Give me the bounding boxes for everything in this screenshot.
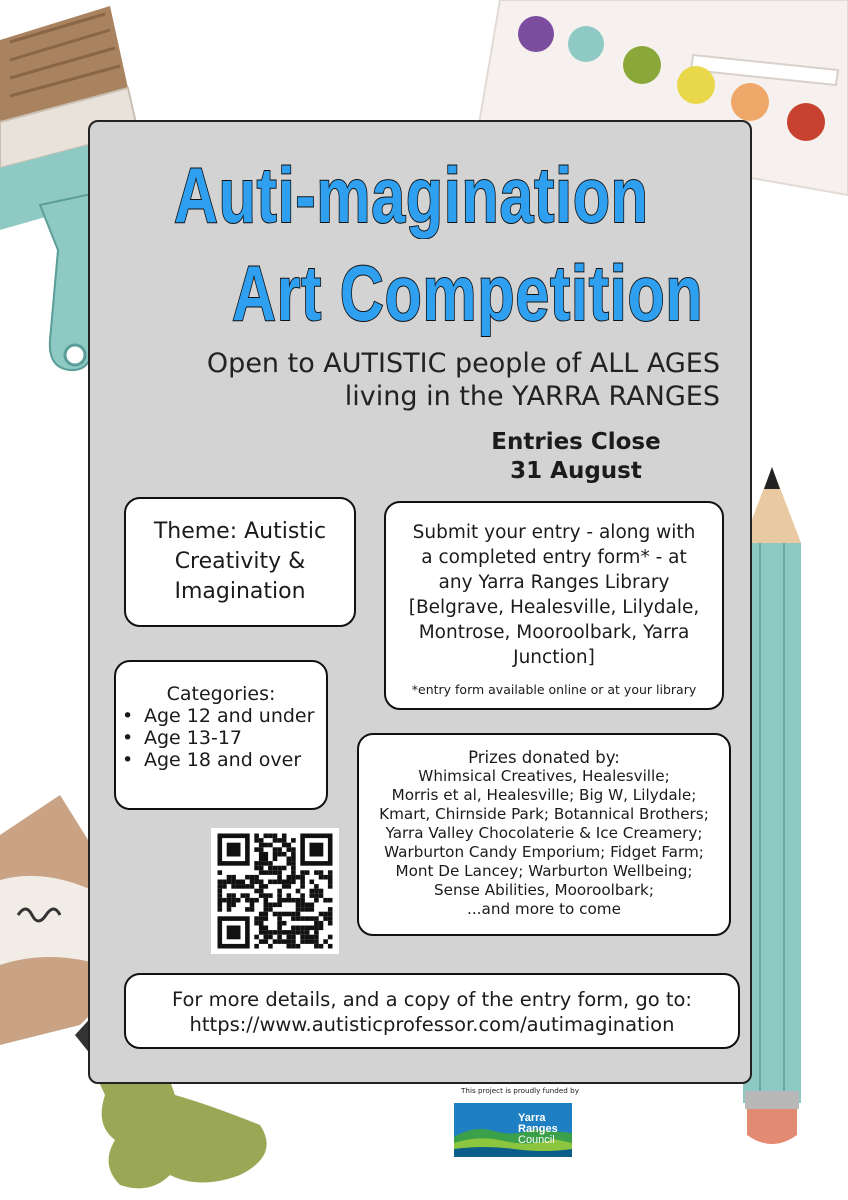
qr-module bbox=[314, 935, 319, 940]
qr-module bbox=[319, 893, 324, 898]
qr-module bbox=[291, 926, 296, 931]
qr-module bbox=[254, 834, 259, 839]
qr-module bbox=[310, 926, 315, 931]
qr-module bbox=[305, 870, 310, 875]
qr-module bbox=[268, 870, 273, 875]
qr-module bbox=[277, 916, 282, 921]
qr-module bbox=[277, 875, 282, 880]
logo-word: Ranges bbox=[518, 1123, 558, 1135]
qr-module bbox=[287, 935, 292, 940]
qr-module bbox=[291, 944, 296, 949]
qr-module bbox=[259, 921, 264, 926]
qr-module bbox=[273, 847, 278, 852]
qr-module bbox=[245, 884, 250, 889]
qr-module bbox=[273, 857, 278, 862]
qr-module bbox=[231, 875, 236, 880]
prize-line: ...and more to come bbox=[467, 900, 621, 918]
qr-module bbox=[254, 838, 259, 843]
prize-line: Morris et al, Healesville; Big W, Lilydale; bbox=[391, 786, 697, 804]
qr-module bbox=[328, 907, 333, 912]
qr-module bbox=[282, 866, 287, 871]
qr-module bbox=[287, 843, 292, 848]
qr-module bbox=[300, 893, 305, 898]
qr-module bbox=[273, 930, 278, 935]
qr-module bbox=[291, 870, 296, 875]
qr-module bbox=[259, 884, 264, 889]
qr-module bbox=[218, 898, 223, 903]
qr-module bbox=[259, 939, 264, 944]
qr-module bbox=[277, 880, 282, 885]
categories-title: Categories: bbox=[166, 683, 276, 705]
qr-module bbox=[264, 935, 269, 940]
eligibility-line-2: living in the YARRA RANGES bbox=[344, 381, 720, 412]
qr-module bbox=[268, 866, 273, 871]
qr-module bbox=[319, 944, 324, 949]
qr-module bbox=[282, 939, 287, 944]
qr-module bbox=[310, 939, 315, 944]
qr-module bbox=[264, 843, 269, 848]
qr-module bbox=[328, 921, 333, 926]
qr-module bbox=[323, 898, 328, 903]
qr-module bbox=[282, 843, 287, 848]
qr-module bbox=[277, 847, 282, 852]
qr-module bbox=[296, 926, 301, 931]
qr-module bbox=[264, 893, 269, 898]
qr-module bbox=[277, 838, 282, 843]
qr-module bbox=[287, 880, 292, 885]
qr-module bbox=[291, 861, 296, 866]
qr-module bbox=[268, 935, 273, 940]
list-item: • Age 18 and over bbox=[143, 749, 326, 771]
qr-module bbox=[273, 870, 278, 875]
qr-module bbox=[254, 861, 259, 866]
qr-module bbox=[310, 880, 315, 885]
submit-line: any Yarra Ranges Library bbox=[438, 572, 670, 593]
qr-module bbox=[231, 898, 236, 903]
qr-module bbox=[314, 884, 319, 889]
qr-module bbox=[310, 907, 315, 912]
qr-module bbox=[305, 926, 310, 931]
qr-module bbox=[273, 838, 278, 843]
qr-module bbox=[227, 875, 232, 880]
eligibility-line-1: Open to AUTISTIC people of ALL AGES bbox=[206, 348, 720, 379]
submit-line: a completed entry form* - at bbox=[421, 547, 687, 568]
qr-module bbox=[218, 889, 223, 894]
categories-box bbox=[114, 660, 328, 810]
qr-module bbox=[259, 916, 264, 921]
qr-module bbox=[282, 852, 287, 857]
council-logo-text bbox=[518, 1113, 574, 1146]
qr-module bbox=[287, 898, 292, 903]
qr-module bbox=[277, 898, 282, 903]
qr-module bbox=[323, 912, 328, 917]
qr-module bbox=[310, 893, 315, 898]
qr-module bbox=[328, 916, 333, 921]
submit-instructions-box bbox=[384, 501, 724, 710]
prize-line: Warburton Candy Emporium; Fidget Farm; bbox=[384, 843, 704, 861]
qr-module bbox=[319, 912, 324, 917]
qr-module bbox=[314, 893, 319, 898]
qr-module bbox=[296, 907, 301, 912]
qr-module bbox=[227, 903, 232, 908]
qr-module bbox=[259, 893, 264, 898]
qr-module bbox=[319, 921, 324, 926]
qr-module bbox=[264, 834, 269, 839]
qr-module bbox=[291, 857, 296, 862]
qr-module bbox=[328, 880, 333, 885]
qr-module bbox=[291, 916, 296, 921]
qr-module bbox=[254, 898, 259, 903]
qr-finder-pattern bbox=[227, 843, 241, 857]
qr-module bbox=[300, 898, 305, 903]
qr-module bbox=[323, 875, 328, 880]
qr-module bbox=[268, 843, 273, 848]
qr-module bbox=[231, 903, 236, 908]
qr-module bbox=[282, 834, 287, 839]
submit-line: Junction] bbox=[513, 647, 595, 668]
qr-module bbox=[268, 944, 273, 949]
details-line: For more details, and a copy of the entry form, go to: bbox=[171, 988, 692, 1011]
qr-module bbox=[245, 898, 250, 903]
submit-line: Montrose, Mooroolbark, Yarra bbox=[418, 622, 690, 643]
qr-module bbox=[264, 857, 269, 862]
qr-module bbox=[287, 847, 292, 852]
qr-module bbox=[250, 907, 255, 912]
qr-module bbox=[328, 898, 333, 903]
qr-module bbox=[273, 880, 278, 885]
qr-module bbox=[264, 903, 269, 908]
qr-module bbox=[314, 944, 319, 949]
qr-module bbox=[314, 916, 319, 921]
qr-module bbox=[218, 870, 223, 875]
qr-module bbox=[227, 898, 232, 903]
qr-module bbox=[268, 880, 273, 885]
qr-module bbox=[296, 875, 301, 880]
qr-module bbox=[328, 944, 333, 949]
qr-module bbox=[268, 907, 273, 912]
qr-module bbox=[282, 898, 287, 903]
qr-module bbox=[291, 852, 296, 857]
qr-module bbox=[264, 930, 269, 935]
prize-line: Sense Abilities, Mooroolbark; bbox=[434, 881, 654, 899]
details-box bbox=[124, 973, 740, 1049]
qr-module bbox=[300, 939, 305, 944]
qr-module bbox=[254, 935, 259, 940]
qr-module bbox=[305, 903, 310, 908]
qr-module bbox=[291, 866, 296, 871]
qr-module bbox=[310, 935, 315, 940]
qr-module bbox=[273, 912, 278, 917]
qr-module bbox=[319, 870, 324, 875]
qr-module bbox=[277, 903, 282, 908]
qr-module bbox=[264, 852, 269, 857]
qr-module bbox=[277, 926, 282, 931]
qr-module bbox=[277, 852, 282, 857]
categories-list bbox=[116, 705, 326, 771]
qr-code[interactable] bbox=[211, 828, 339, 954]
qr-module bbox=[218, 884, 223, 889]
qr-module bbox=[254, 880, 259, 885]
qr-module bbox=[287, 912, 292, 917]
qr-module bbox=[287, 875, 292, 880]
qr-module bbox=[323, 916, 328, 921]
qr-module bbox=[218, 907, 223, 912]
qr-module bbox=[264, 861, 269, 866]
qr-module bbox=[259, 889, 264, 894]
funding-notice: This project is proudly funded by bbox=[461, 1086, 579, 1095]
qr-module bbox=[264, 926, 269, 931]
qr-module bbox=[300, 884, 305, 889]
qr-module bbox=[259, 838, 264, 843]
qr-module bbox=[222, 898, 227, 903]
qr-module bbox=[259, 930, 264, 935]
qr-module bbox=[222, 884, 227, 889]
qr-module bbox=[287, 939, 292, 944]
prize-line: Whimsical Creatives, Healesville; bbox=[418, 767, 670, 785]
qr-module bbox=[287, 884, 292, 889]
qr-module bbox=[319, 889, 324, 894]
qr-module bbox=[287, 930, 292, 935]
qr-module bbox=[236, 898, 241, 903]
qr-module bbox=[277, 939, 282, 944]
logo-word: Council bbox=[518, 1134, 555, 1146]
qr-module bbox=[273, 903, 278, 908]
theme-line: Creativity & bbox=[174, 549, 306, 574]
qr-module bbox=[291, 880, 296, 885]
qr-module bbox=[291, 875, 296, 880]
qr-module bbox=[264, 907, 269, 912]
qr-module bbox=[300, 907, 305, 912]
qr-module bbox=[259, 857, 264, 862]
qr-module bbox=[250, 903, 255, 908]
prizes-title: Prizes donated by: bbox=[468, 748, 620, 767]
qr-module bbox=[264, 912, 269, 917]
entries-close-date: 31 August bbox=[510, 458, 642, 484]
qr-module bbox=[296, 889, 301, 894]
qr-module bbox=[296, 912, 301, 917]
qr-module bbox=[296, 930, 301, 935]
qr-module bbox=[227, 893, 232, 898]
qr-module bbox=[245, 893, 250, 898]
qr-module bbox=[300, 903, 305, 908]
qr-module bbox=[277, 935, 282, 940]
qr-module bbox=[241, 880, 246, 885]
competition-title-line-1: Auti-magination bbox=[174, 151, 649, 239]
qr-module bbox=[259, 870, 264, 875]
qr-module bbox=[310, 889, 315, 894]
qr-code-graphic bbox=[211, 828, 339, 954]
qr-module bbox=[259, 843, 264, 848]
qr-module bbox=[300, 875, 305, 880]
qr-module bbox=[268, 861, 273, 866]
qr-module bbox=[291, 930, 296, 935]
list-item: • Age 12 and under bbox=[143, 705, 326, 727]
prize-line: Mont De Lancey; Warburton Wellbeing; bbox=[395, 862, 693, 880]
qr-module bbox=[268, 834, 273, 839]
qr-module bbox=[328, 870, 333, 875]
qr-module bbox=[277, 889, 282, 894]
qr-module bbox=[218, 903, 223, 908]
qr-module bbox=[310, 903, 315, 908]
qr-module bbox=[277, 870, 282, 875]
qr-module bbox=[254, 921, 259, 926]
qr-module bbox=[231, 893, 236, 898]
qr-module bbox=[282, 912, 287, 917]
qr-module bbox=[305, 916, 310, 921]
qr-module bbox=[231, 880, 236, 885]
competition-title-line-2: Art Competition bbox=[232, 249, 704, 337]
logo-word: Yarra bbox=[518, 1112, 546, 1124]
qr-module bbox=[277, 866, 282, 871]
qr-module bbox=[254, 847, 259, 852]
qr-module bbox=[241, 884, 246, 889]
qr-module bbox=[291, 939, 296, 944]
qr-module bbox=[328, 912, 333, 917]
qr-module bbox=[264, 870, 269, 875]
prize-line: Kmart, Chirnside Park; Botannical Brothers; bbox=[379, 805, 709, 823]
qr-module bbox=[296, 898, 301, 903]
qr-module bbox=[282, 921, 287, 926]
entries-close-label: Entries Close bbox=[491, 429, 661, 455]
qr-module bbox=[328, 875, 333, 880]
qr-module bbox=[273, 852, 278, 857]
qr-module bbox=[241, 893, 246, 898]
qr-module bbox=[236, 880, 241, 885]
list-item: • Age 13-17 bbox=[143, 727, 326, 749]
qr-module bbox=[314, 898, 319, 903]
qr-finder-pattern bbox=[310, 843, 324, 857]
qr-module bbox=[259, 912, 264, 917]
qr-module bbox=[291, 935, 296, 940]
details-url-link[interactable]: https://www.autisticprofessor.com/autimagination bbox=[189, 1013, 675, 1036]
qr-module bbox=[328, 935, 333, 940]
qr-module bbox=[282, 884, 287, 889]
qr-module bbox=[250, 875, 255, 880]
qr-module bbox=[231, 884, 236, 889]
theme-line: Imagination bbox=[174, 579, 306, 604]
qr-module bbox=[314, 930, 319, 935]
qr-module bbox=[268, 903, 273, 908]
qr-module bbox=[287, 893, 292, 898]
theme-box bbox=[124, 497, 356, 627]
qr-module bbox=[250, 884, 255, 889]
qr-module bbox=[218, 880, 223, 885]
qr-module bbox=[296, 903, 301, 908]
qr-module bbox=[300, 926, 305, 931]
qr-module bbox=[291, 898, 296, 903]
qr-module bbox=[264, 916, 269, 921]
qr-module bbox=[245, 875, 250, 880]
qr-module bbox=[319, 875, 324, 880]
qr-module bbox=[259, 852, 264, 857]
qr-module bbox=[305, 935, 310, 940]
prizes-box bbox=[357, 733, 731, 936]
qr-module bbox=[300, 930, 305, 935]
qr-module bbox=[319, 926, 324, 931]
qr-module bbox=[300, 870, 305, 875]
qr-module bbox=[245, 907, 250, 912]
qr-module bbox=[287, 857, 292, 862]
qr-module bbox=[328, 884, 333, 889]
qr-module bbox=[277, 893, 282, 898]
qr-module bbox=[314, 921, 319, 926]
qr-module bbox=[250, 898, 255, 903]
qr-module bbox=[254, 916, 259, 921]
qr-module bbox=[227, 907, 232, 912]
qr-module bbox=[291, 912, 296, 917]
qr-module bbox=[277, 921, 282, 926]
qr-module bbox=[300, 935, 305, 940]
qr-module bbox=[314, 939, 319, 944]
theme-line: Theme: Autistic bbox=[153, 519, 327, 544]
qr-module bbox=[273, 939, 278, 944]
qr-module bbox=[227, 880, 232, 885]
qr-module bbox=[323, 939, 328, 944]
qr-module bbox=[254, 866, 259, 871]
qr-module bbox=[254, 889, 259, 894]
qr-module bbox=[305, 907, 310, 912]
qr-module bbox=[296, 944, 301, 949]
qr-module bbox=[300, 916, 305, 921]
qr-module bbox=[259, 926, 264, 931]
qr-module bbox=[259, 880, 264, 885]
qr-module bbox=[287, 944, 292, 949]
entry-form-note: *entry form available online or at your library bbox=[411, 682, 697, 697]
qr-module bbox=[264, 884, 269, 889]
qr-module bbox=[300, 880, 305, 885]
qr-module bbox=[250, 880, 255, 885]
qr-module bbox=[259, 866, 264, 871]
qr-module bbox=[287, 861, 292, 866]
qr-finder-pattern bbox=[227, 926, 241, 940]
qr-module bbox=[264, 898, 269, 903]
qr-module bbox=[268, 893, 273, 898]
qr-module bbox=[305, 930, 310, 935]
qr-module bbox=[282, 880, 287, 885]
qr-module bbox=[305, 939, 310, 944]
submit-line: Submit your entry - along with bbox=[412, 522, 696, 543]
qr-module bbox=[314, 870, 319, 875]
qr-module bbox=[277, 912, 282, 917]
qr-module bbox=[291, 838, 296, 843]
prize-line: Yarra Valley Chocolaterie & Ice Creamery; bbox=[385, 824, 703, 842]
qr-module bbox=[259, 847, 264, 852]
qr-module bbox=[218, 893, 223, 898]
qr-module bbox=[236, 884, 241, 889]
qr-module bbox=[314, 926, 319, 931]
qr-module bbox=[254, 944, 259, 949]
qr-module bbox=[291, 847, 296, 852]
qr-module bbox=[310, 916, 315, 921]
qr-module bbox=[282, 838, 287, 843]
submit-line: [Belgrave, Healesville, Lilydale, bbox=[408, 597, 700, 618]
qr-module bbox=[254, 875, 259, 880]
qr-module bbox=[259, 861, 264, 866]
qr-module bbox=[273, 866, 278, 871]
qr-module bbox=[277, 930, 282, 935]
qr-module bbox=[273, 834, 278, 839]
qr-module bbox=[222, 880, 227, 885]
qr-module bbox=[264, 939, 269, 944]
qr-module bbox=[296, 916, 301, 921]
qr-module bbox=[282, 930, 287, 935]
qr-module bbox=[268, 930, 273, 935]
qr-module bbox=[314, 889, 319, 894]
